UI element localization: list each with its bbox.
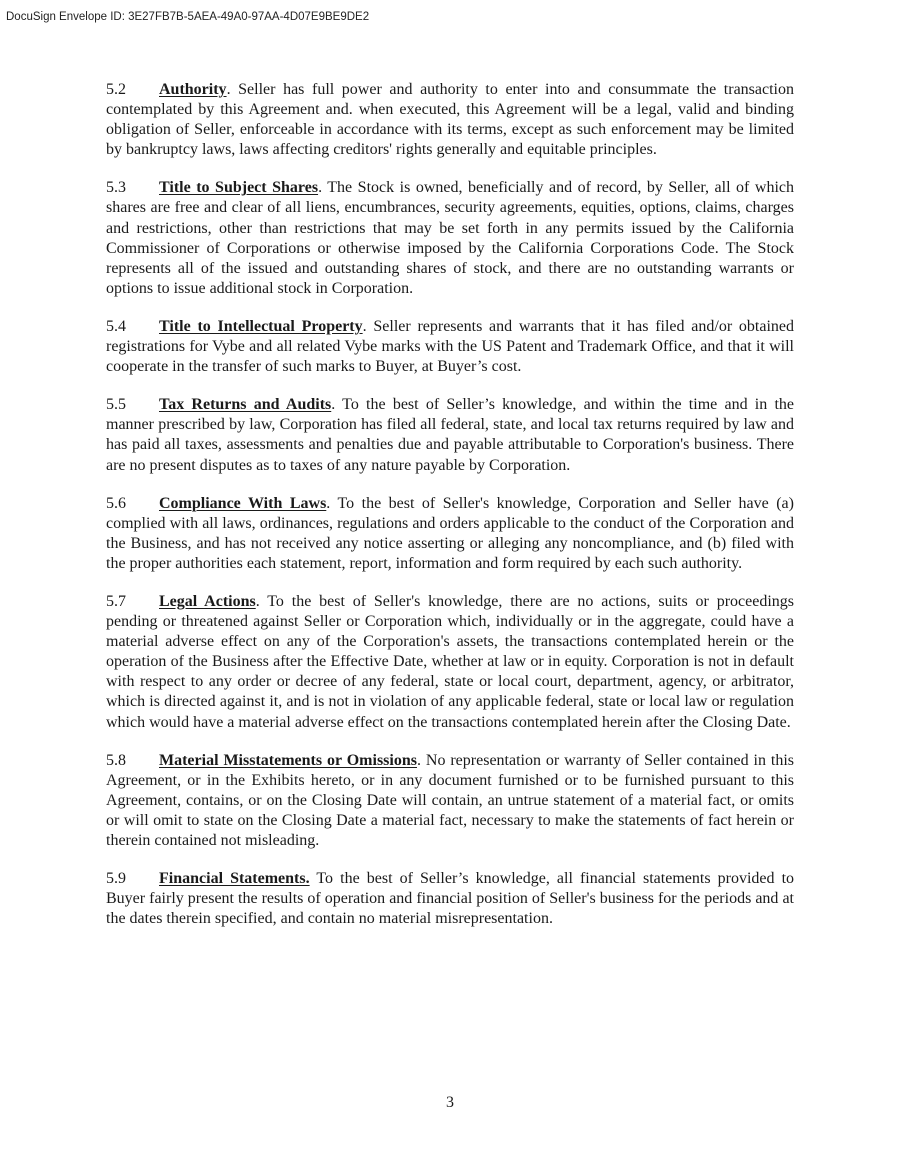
section-text: To the best of Seller's knowledge, Corporation and Seller have (a) complied with all laws, ordinances, regulations and orders applicable to the conduct of the Corporation and the Business, and has not received any notice asserting or alleging any noncompliance, and (b) filed with the proper authorities each statement, report, information and form required by each such authority. [106,494,794,572]
section-heading: Legal Actions [159,592,256,610]
section-heading-suffix: . [318,179,323,197]
section-number: 5.2 [106,81,126,98]
section-text: To the best of Seller's knowledge, there are no actions, suits or proceedings pending or threatened against Seller or Corporation which, individually or in the aggregate, could have a material adverse effect on any of the Corporation's assets, the transactions contemplated herein or the operation of the Business after the Effective Date, whether at law or in equity. Corporation is not in default with respect to any order or decree of any federal, state or local court, department, agency, or arbitrator, which is directed against it, and is not in violation of any applicable federal, state or local law or regulation which would have a material adverse effect on the transactions contemplated herein after the Closing Date. [106,592,795,731]
section-text: Seller represents and warrants that it has filed and/or obtained registrations for Vybe and all related Vybe marks with the US Patent and Trademark Office, and that it will cooperate in the transfer of such marks to Buyer, at Buyer’s cost. [106,317,794,376]
section-text: To the best of Seller’s knowledge, all financial statements provided to Buyer fairly present the results of operation and financial position of Seller's business for the periods and at the dates therein specified, and contain no material misrepresentation. [106,870,795,928]
section-heading: Material Misstatements or Omissions [159,751,417,769]
section-text: Seller has full power and authority to enter into and consummate the transaction contemplated by this Agreement and. when executed, this Agreement will be a legal, valid and binding obligation of Seller, enforceable in accordance with its terms, except as such enforcement may be limited by bankruptcy laws, laws affecting creditors' rights generally and equitable principles. [106,81,794,159]
section-heading: Financial Statements. [159,870,310,888]
section-heading-suffix: . [362,317,367,335]
section-5-2 [106,80,794,160]
section-heading-suffix: . [331,396,336,414]
section-heading: Title to Intellectual Property [159,317,363,335]
section-heading: Authority [159,81,227,98]
section-text: The Stock is owned, beneficially and of record, by Seller, all of which shares are free and clear of all liens, encumbrances, security agreements, equities, options, claims, charges and restrictions, other than restrictions that may be set forth in any permits issued by the California Commissioner of Corporations or otherwise imposed by the California Corporations Code. The Stock represents all of the issued and outstanding shares of stock, and there are no outstanding warrants or options to issue additional stock in Corporation. [106,179,794,297]
section-5-3 [106,178,794,299]
section-number: 5.8 [106,751,126,769]
section-number: 5.9 [106,870,126,888]
docusign-envelope-id: DocuSign Envelope ID: 3E27FB7B-5AEA-49A0-97AA-4D07E9BE9DE2 [6,11,370,23]
section-number: 5.4 [106,317,126,335]
section-heading: Title to Subject Shares [159,179,319,197]
section-5-8 [106,751,794,851]
section-heading: Tax Returns and Audits [159,396,332,414]
section-5-6 [106,494,794,574]
section-number: 5.5 [106,396,126,414]
section-text: No representation or warranty of Seller contained in this Agreement, or in the Exhibits hereto, or in any document furnished or to be furnished pursuant to this Agreement, contains, or on the Closing Date will contain, an untrue statement of a material fact, or omits or will omit to state on the Closing Date a material fact, necessary to make the statements of fact herein or therein contained not misleading. [106,751,794,849]
page-number: 3 [446,1094,454,1111]
section-5-7 [106,592,794,733]
section-5-4 [106,317,794,377]
section-heading: Compliance With Laws [159,494,327,512]
document-body [106,80,794,947]
section-number: 5.3 [106,179,126,197]
section-number: 5.7 [106,592,126,610]
section-5-9 [106,869,794,929]
section-heading-suffix: . [255,592,260,610]
section-heading-suffix: . [326,494,331,512]
section-heading-suffix: . [226,81,231,98]
section-heading-suffix: . [416,751,421,769]
section-text: To the best of Seller’s knowledge, and within the time and in the manner prescribed by law, Corporation has filed all federal, state, and local tax returns required by law and has paid all taxes, assessments and penalties due and payable attributable to Corporation's business. There are no present disputes as to taxes of any nature payable by Corporation. [106,396,795,474]
section-number: 5.6 [106,494,126,512]
section-5-5 [106,395,794,475]
